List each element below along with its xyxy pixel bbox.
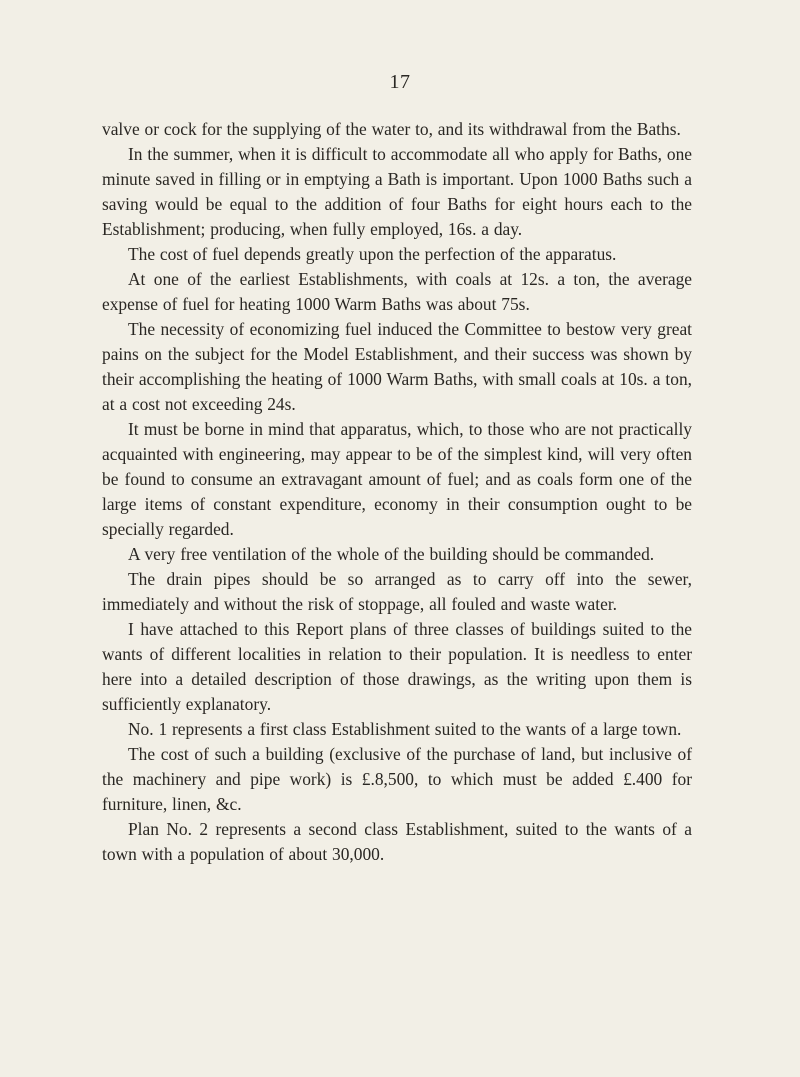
paragraph: The cost of such a building (exclusive of the purchase of land, but inclusive of the machinery and pipe work) is £.8,500, to which must be added £.400 for furniture, linen, &c. [102,744,692,814]
body-text [102,117,692,867]
paragraph: valve or cock for the supplying of the water to, and its withdrawal from the Baths. [102,119,681,139]
paragraph: In the summer, when it is difficult to accommodate all who apply for Baths, one minute saved in filling or in emptying a Bath is important. Upon 1000 Baths such a saving would be equal to the addition of four Baths for eight hours each to the Establishment; producing, when fully employed, 16s. a day. [102,144,692,239]
paragraph: Plan No. 2 represents a second class Establishment, suited to the wants of a town with a population of about 30,000. [102,819,692,864]
paragraph: No. 1 represents a first class Establishment suited to the wants of a large town. [128,719,682,739]
paragraph: At one of the earliest Establishments, with coals at 12s. a ton, the average expense of fuel for heating 1000 Warm Baths was about 75s. [102,269,692,314]
paragraph: The necessity of economizing fuel induced the Committee to bestow very great pains on the subject for the Model Establishment, and their success was shown by their accomplishing the heating of 1000 Warm Baths, with small coals at 10s. a ton, at a cost not exceeding 24s. [102,319,692,414]
paragraph: The cost of fuel depends greatly upon the perfection of the apparatus. [128,244,617,264]
paragraph: It must be borne in mind that apparatus, which, to those who are not practically acquainted with engineering, may appear to be of the simplest kind, will very often be found to consume an extravagant amount of fuel; and as coals form one of the large items of constant expenditure, economy in their consumption ought to be specially regarded. [102,419,692,539]
paragraph: I have attached to this Report plans of three classes of buildings suited to the wants of different localities in relation to their population. It is needless to enter here into a detailed description of those drawings, as the writing upon them is sufficiently explanatory. [102,619,692,714]
paragraph: A very free ventilation of the whole of the building should be commanded. [128,544,655,564]
paragraph: The drain pipes should be so arranged as to carry off into the sewer, immediately and without the risk of stoppage, all fouled and waste water. [102,569,692,614]
page-number: 17 [389,71,411,93]
